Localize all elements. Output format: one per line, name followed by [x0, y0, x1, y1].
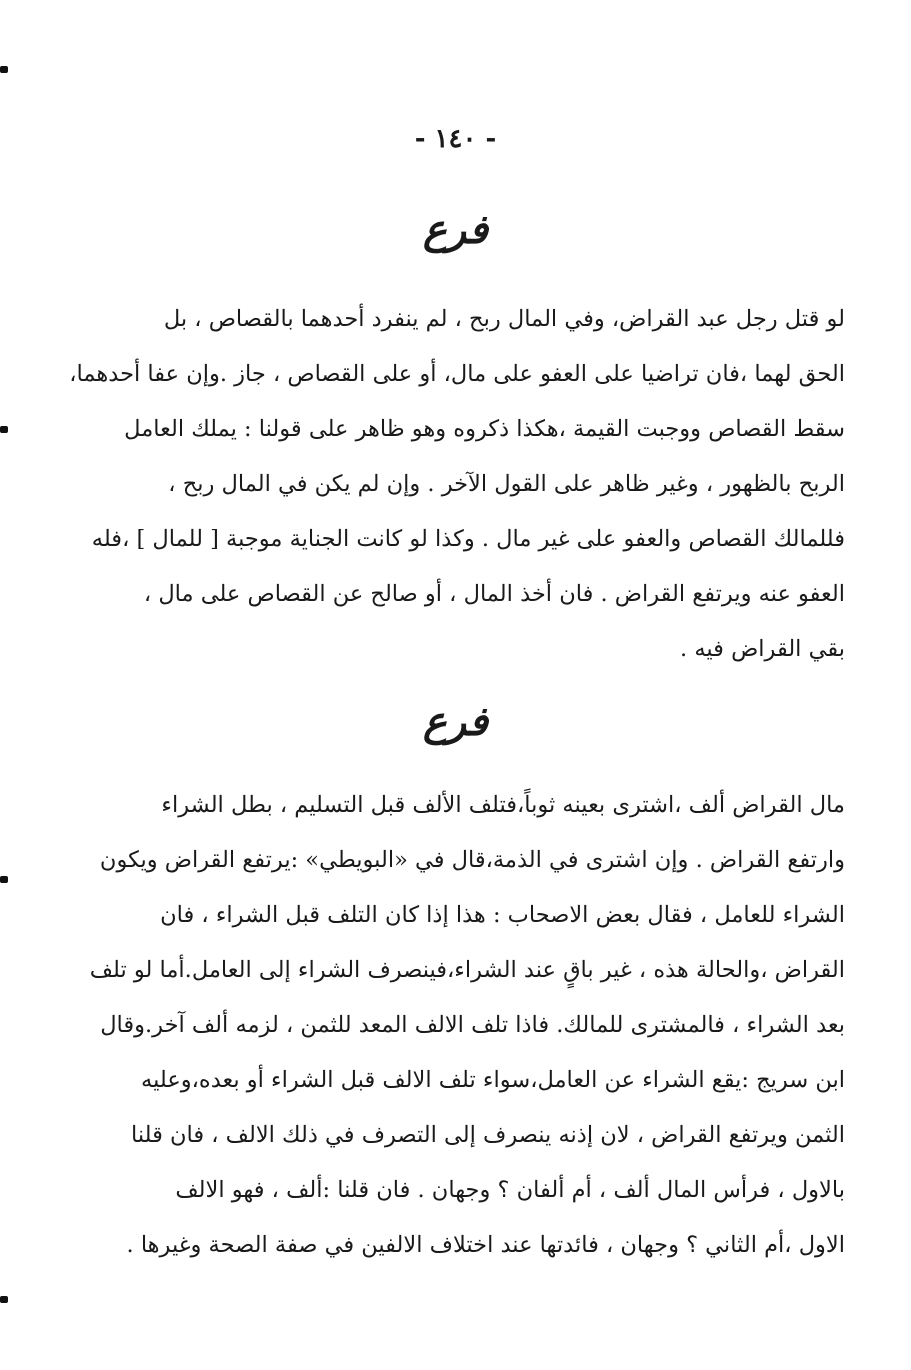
page-number: - ١٤٠ - — [414, 124, 497, 154]
section-heading: فرع — [422, 698, 489, 745]
text-line: العفو عنه ويرتفع القراض . فان أخذ المال ، أو صالح عن القصاص على مال ، — [143, 581, 845, 607]
section-body — [66, 778, 845, 1273]
text-line: الشراء للعامل ، فقال بعض الاصحاب : هذا إذا كان التلف قبل الشراء ، فان — [160, 902, 845, 928]
text-line: القراض ،والحالة هذه ، غير باقٍ عند الشراء،فينصرف الشراء إلى العامل.أما لو تلف — [89, 957, 845, 983]
text-line: فللمالك القصاص والعفو على غير مال . وكذا لو كانت الجناية موجبة [ للمال ] ،فله — [91, 526, 845, 552]
section-heading: فرع — [422, 206, 489, 253]
text-line: لو قتل رجل عبد القراض، وفي المال ربح ، لم ينفرد أحدهما بالقصاص ، بل — [163, 306, 845, 332]
text-line: الثمن ويرتفع القراض ، لان إذنه ينصرف إلى التصرف في ذلك الالف ، فان قلنا — [130, 1122, 845, 1148]
scan-edge-mark — [0, 1296, 8, 1303]
text-line: بقي القراض فيه . — [680, 636, 845, 662]
scan-edge-mark — [0, 426, 8, 433]
text-line: بعد الشراء ، فالمشترى للمالك. فاذا تلف الالف المعد للثمن ، لزمه ألف آخر.وقال — [100, 1012, 845, 1038]
section-body — [66, 292, 845, 677]
text-line: مال القراض ألف ،اشترى بعينه ثوباً،فتلف الألف قبل التسليم ، بطل الشراء — [161, 792, 845, 818]
text-line: بالاول ، فرأس المال ألف ، أم ألفان ؟ وجهان . فان قلنا :ألف ، فهو الالف — [175, 1177, 845, 1203]
text-line: سقط القصاص ووجبت القيمة ،هكذا ذكروه وهو ظاهر على قولنا : يملك العامل — [124, 416, 845, 442]
scan-edge-mark — [0, 876, 8, 883]
scan-edge-mark — [0, 66, 8, 73]
text-line: الربح بالظهور ، وغير ظاهر على القول الآخر . وإن لم يكن في المال ربح ، — [168, 471, 845, 497]
text-line: الاول ،أم الثاني ؟ وجهان ، فائدتها عند اختلاف الالفين في صفة الصحة وغيرها . — [126, 1232, 845, 1258]
text-line: ابن سريج :يقع الشراء عن العامل،سواء تلف الالف قبل الشراء أو بعده،وعليه — [141, 1067, 845, 1093]
text-line: وارتفع القراض . وإن اشترى في الذمة،قال في «البويطي» :يرتفع القراض ويكون — [99, 847, 845, 873]
text-line: الحق لهما ،فان تراضيا على العفو على مال، أو على القصاص ، جاز .وإن عفا أحدهما، — [69, 361, 845, 387]
